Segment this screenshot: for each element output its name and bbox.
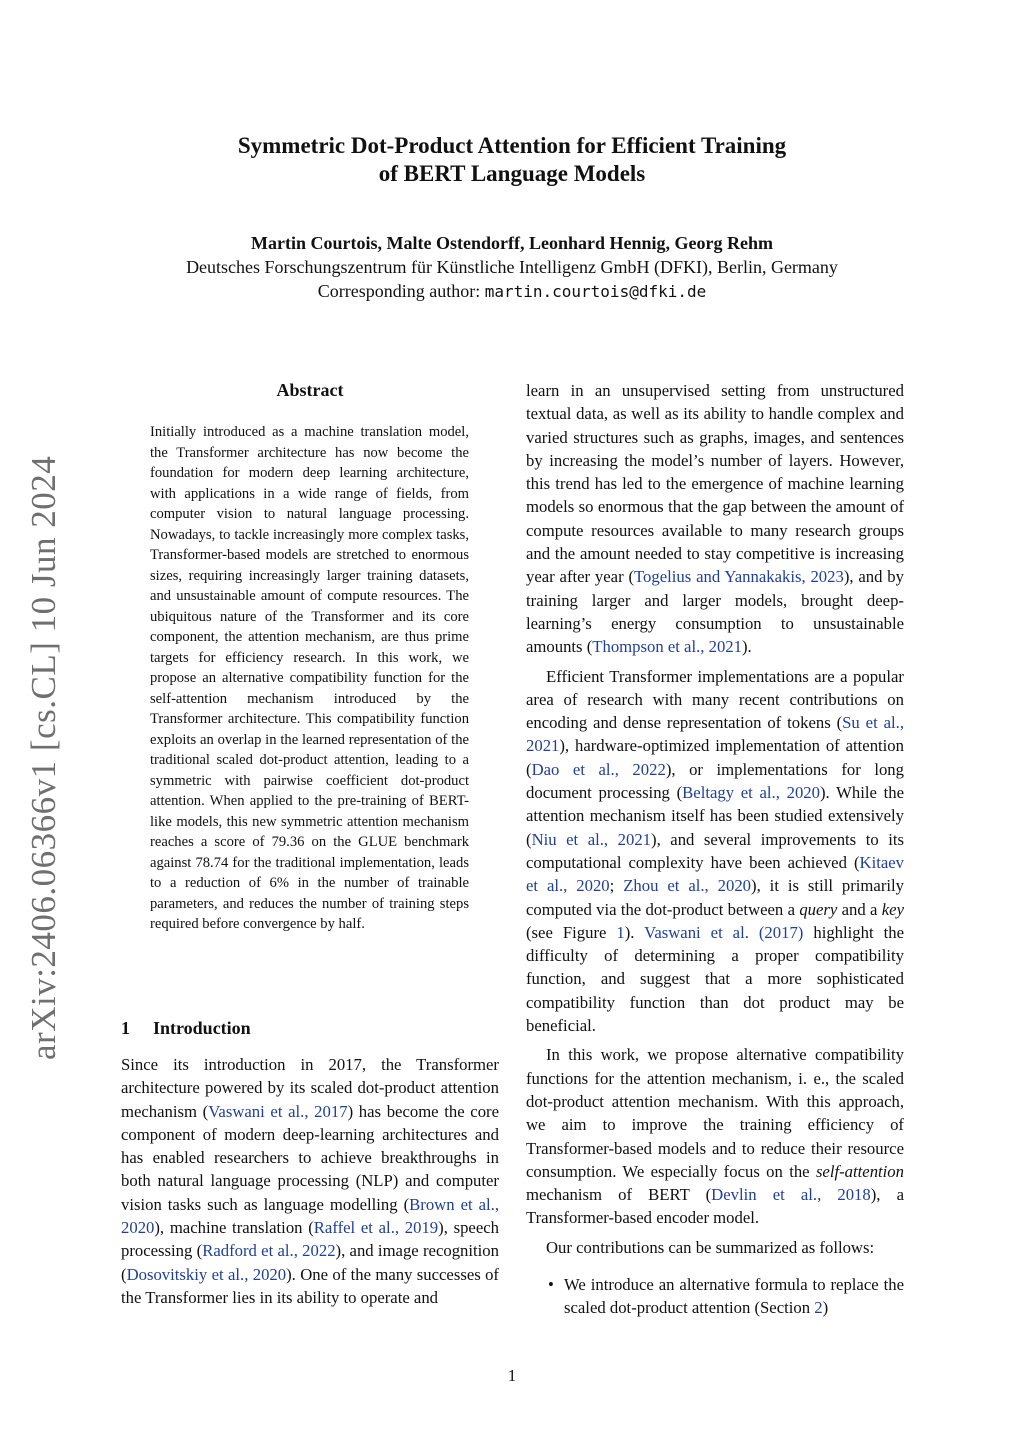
contribution-list [526, 1273, 904, 1320]
introduction-paragraph-1 [121, 1053, 499, 1309]
citation-link[interactable]: Vaswani et al., 2017 [208, 1101, 348, 1121]
text-run: ), it is still primarily computed via the dot-product between a [526, 876, 904, 919]
arxiv-identifier-stamp: arXiv:2406.06366v1 [cs.CL] 10 Jun 2024 [24, 455, 63, 1060]
page-number: 1 [507, 1366, 517, 1385]
text-run: ). One of the many successes of the Transformer lies in its ability to operate and [121, 1264, 499, 1307]
text-run: ), machine translation ( [154, 1218, 314, 1238]
text-run: We introduce an alternative formula to replace the scaled dot-product attention (Section [564, 1274, 904, 1318]
citation-link[interactable]: Brown et al., 2020 [121, 1194, 500, 1238]
section-number: 1 [121, 1018, 130, 1038]
text-run: ), a Transformer-based encoder model. [526, 1185, 904, 1228]
title-line-1: Symmetric Dot-Product Attention for Efficient Training [237, 133, 787, 158]
right-paragraph-2 [526, 665, 904, 1038]
figure-reference-link[interactable]: 1 [616, 922, 625, 942]
citation-link[interactable]: Su et al., 2021 [526, 713, 904, 756]
italic-term: query [799, 899, 838, 919]
text-run: ). While the attention mechanism itself has been studied extensively ( [526, 783, 905, 849]
text-run: ) has become the core component of modern deep-learning architectures and has enabled researchers to achieve breakthroughs in both natural language processing (NLP) and computer vision tasks such as language modelling ( [121, 1101, 500, 1214]
abstract-text: Initially introduced as a machine translation model, the Transformer architecture has now become the foundation for modern deep learning architecture, with applications in a wide range of fields, from computer vision to natural language processing. Nowadays, to tackle increasingly more complex tasks, Transformer-based models are stretched to enormous sizes, requiring increasingly larger training datasets, and unsustainable amount of compute resources. The ubiquitous nature of the Transformer and its core component, the attention mechanism, are thus prime targets for efficiency research. In this work, we propose an alternative compatibility function for the self-attention mechanism introduced by the Transformer architecture. This compatibility function exploits an overlap in the learned representation of the traditional scaled dot-product attention, leading to a symmetric with pairwise coefficient dot-product attention. When applied to the pre-training of BERT-like models, this new symmetric attention mechanism reaches a score of 79.36 on the GLUE benchmark against 78.74 for the traditional implementation, leads to a reduction of 6% in the number of trainable parameters, and reduces the number of training steps required before convergence by half. [150, 424, 469, 932]
right-paragraph-4: Our contributions can be summarized as follows: [546, 1237, 875, 1257]
right-paragraph-3 [526, 1043, 904, 1229]
text-run: ), hardware-optimized implementation of attention ( [526, 736, 904, 779]
text-run: Since its introduction in 2017, the Transformer architecture powered by its scaled dot-product attention mechanism ( [121, 1055, 499, 1121]
citation-link[interactable]: Vaswani et al. (2017) [644, 922, 804, 942]
citation-link[interactable]: Kitaev et al., 2020 [526, 852, 904, 896]
citation-link[interactable]: Beltagy et al., 2020 [682, 783, 820, 803]
text-run: ), and image recognition ( [121, 1241, 499, 1284]
citation-link[interactable]: Radford et al., 2022 [202, 1241, 336, 1261]
author-list: Martin Courtois, Malte Ostendorff, Leonhard Hennig, Georg Rehm [251, 233, 773, 253]
citation-link[interactable]: Devlin et al., 2018 [711, 1185, 871, 1205]
section-title: Introduction [153, 1018, 251, 1038]
text-run: ), and several improvements to its computational complexity have been achieved ( [526, 829, 904, 872]
text-run: mechanism of BERT ( [526, 1185, 712, 1205]
text-run: ), speech processing ( [121, 1218, 499, 1261]
paper-title [112, 132, 912, 188]
text-run: ). [624, 922, 645, 942]
citation-link[interactable]: Dosovitskiy et al., 2020 [126, 1264, 287, 1284]
text-run: ). [742, 637, 752, 657]
affiliation: Deutsches Forschungszentrum für Künstliche Intelligenz GmbH (DFKI), Berlin, Germany [186, 257, 838, 277]
citation-link[interactable]: Zhou et al., 2020 [623, 876, 752, 896]
text-run: Efficient Transformer implementations are a popular area of research with many recent contributions on encoding and dense representation of tokens ( [526, 666, 904, 733]
text-run: ; [609, 876, 624, 896]
citation-link[interactable]: Togelius and Yannakakis, 2023 [634, 567, 844, 587]
italic-term: self-attention [815, 1161, 904, 1181]
text-run: In this work, we propose alternative compatibility functions for the attention mechanism, i. e., the scaled dot-product attention mechanism. With this approach, we aim to improve the training efficiency of Transformer-based models and to reduce their resource consumption. We especially focus on the [526, 1045, 904, 1181]
citation-link[interactable]: Dao et al., 2022 [531, 759, 666, 779]
list-item [548, 1273, 904, 1320]
text-run: ), or implementations for long document processing ( [526, 759, 904, 803]
italic-term: key [881, 899, 904, 919]
text-run: highlight the difficulty of determining a proper compatibility function, and suggest that a more sophisticated compatibility function than dot product may be beneficial. [526, 922, 904, 1036]
title-line-2: of BERT Language Models [378, 161, 646, 186]
bullet-icon: • [548, 1274, 554, 1294]
corresponding-author [112, 279, 912, 304]
citation-link[interactable]: Thompson et al., 2021 [592, 637, 742, 657]
right-column [526, 379, 904, 1320]
text-run: ) [822, 1298, 829, 1318]
right-paragraph-1 [526, 379, 904, 659]
abstract-heading: Abstract [276, 380, 344, 400]
author-email: martin.courtois@dfki.de [484, 282, 707, 301]
text-run: and a [837, 899, 882, 919]
section-heading-introduction [121, 1017, 501, 1039]
citation-link[interactable]: Raffel et al., 2019 [313, 1218, 439, 1238]
text-run: ), and by training larger and larger models, brought deep-learning’s energy consumption to unsustainable amounts ( [526, 567, 904, 657]
citation-link[interactable]: Niu et al., 2021 [531, 829, 652, 849]
text-run: learn in an unsupervised setting from unstructured textual data, as well as its ability to handle complex and varied structures such as graphs, images, and sentences by increasing the model’s number of layers. However, this trend has led to the emergence of machine learning models so enormous that the gap between the amount of compute resources available to many research groups and the amount needed to stay competitive is increasing year after year ( [526, 381, 904, 587]
section-reference-link[interactable]: 2 [814, 1298, 823, 1318]
corresponding-label: Corresponding author: [317, 281, 485, 301]
text-run: (see Figure [526, 922, 617, 942]
